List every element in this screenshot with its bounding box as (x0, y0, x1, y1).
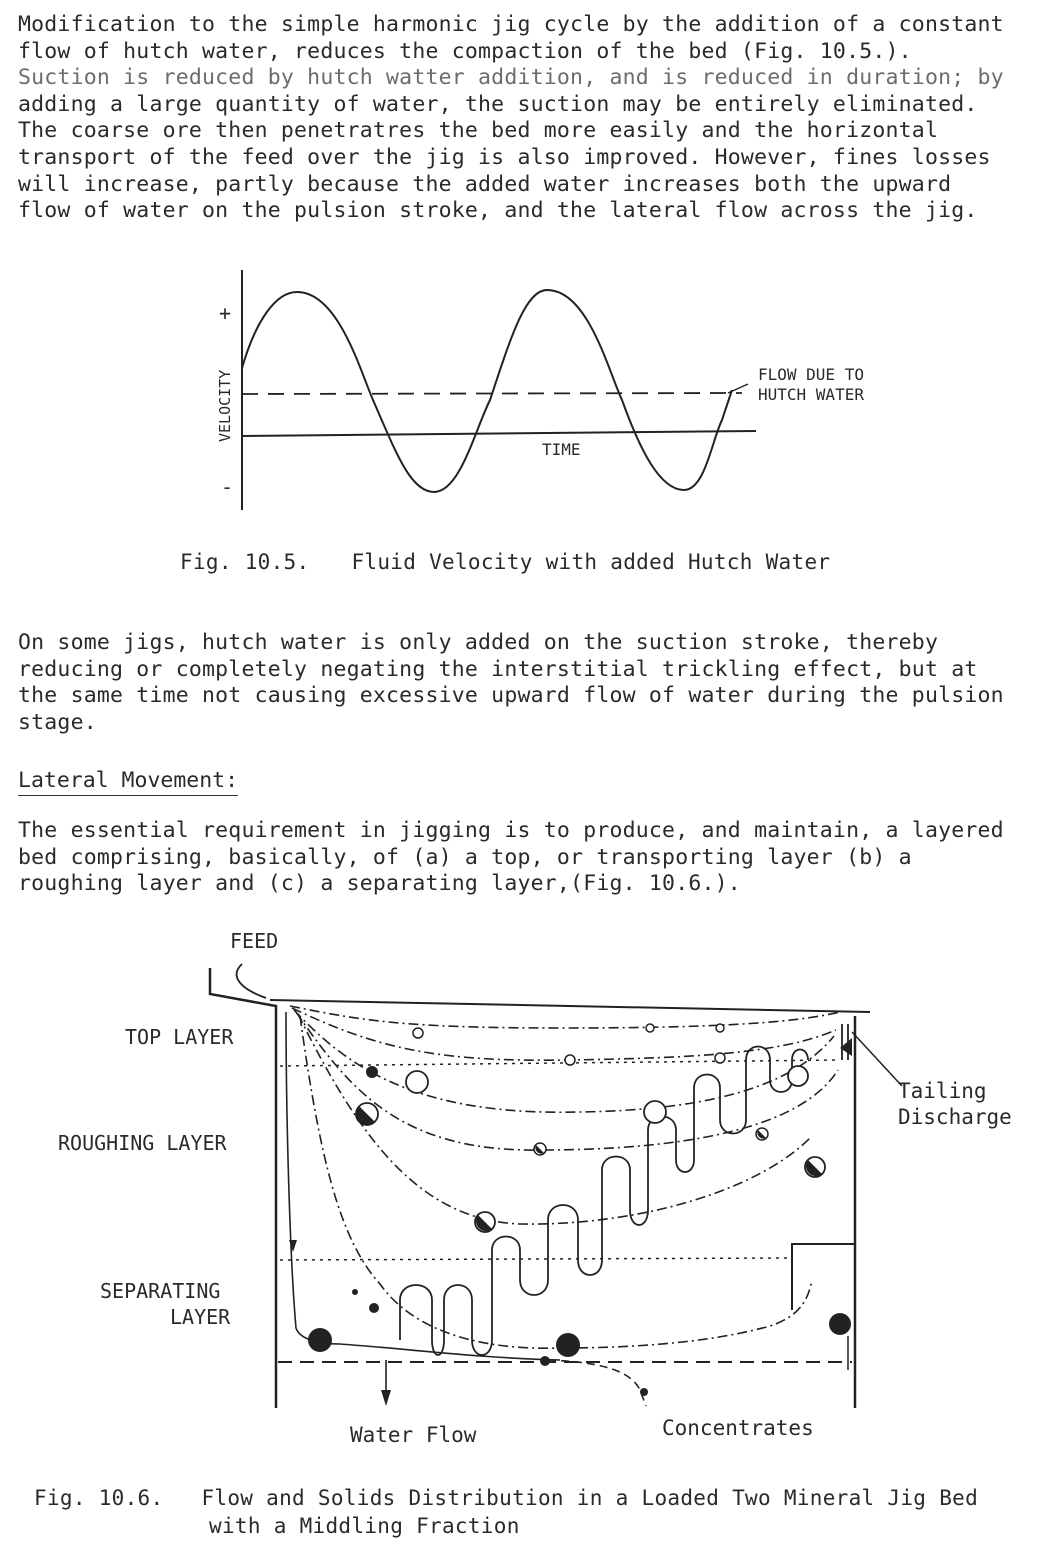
velocity-axis-label: VELOCITY (216, 369, 234, 442)
velocity-wave (242, 290, 732, 492)
heavy-particle (352, 1289, 358, 1295)
heavy-particle (829, 1313, 851, 1335)
heavy-particle (366, 1066, 378, 1078)
text-line: reducing or completely negating the interstitial trickling effect, but at (18, 656, 978, 682)
light-particle (716, 1024, 724, 1032)
time-axis-label: TIME (542, 440, 581, 459)
trajectory-concentrate (548, 1360, 646, 1406)
text-line: will increase, partly because the added water increases both the upward (18, 171, 952, 197)
text-line: stage. (18, 709, 97, 735)
caption-number: Fig. 10.6. (34, 1486, 164, 1510)
separating-layer-boundary (280, 1258, 790, 1260)
trajectory-sep-1 (300, 1016, 812, 1348)
tailing-leader (852, 1032, 902, 1086)
paragraph-layered-bed (18, 818, 1030, 898)
figure-10-6-caption (34, 1484, 978, 1540)
tailing-weir (842, 1024, 848, 1060)
water-surface (270, 1000, 870, 1012)
flow-label-line1: FLOW DUE TO (758, 365, 864, 384)
text-line: the same time not causing excessive upward flow of water during the pulsion (18, 683, 1004, 709)
text-line: transport of the feed over the jig is also improved. However, fines losses (18, 144, 991, 170)
feed-label: FEED (230, 929, 279, 953)
trajectory-water-left (286, 1012, 560, 1360)
text-line: adding a large quantity of water, the suction may be entirely eliminated. (18, 91, 978, 117)
light-particle (715, 1053, 725, 1063)
time-axis (242, 431, 756, 436)
middling-particle (475, 1212, 495, 1232)
water-flow-label: Water Flow (350, 1423, 477, 1447)
light-particle (646, 1024, 654, 1032)
text-line: bed comprising, basically, of (a) a top, or transporting layer (b) a (18, 844, 912, 870)
plus-label: + (219, 301, 232, 325)
light-particle (788, 1066, 808, 1086)
minus-label: - (221, 475, 234, 499)
heavy-particle (640, 1388, 648, 1396)
top-layer-label: TOP LAYER (125, 1025, 234, 1049)
text-line: Modification to the simple harmonic jig cycle by the addition of a constant (18, 12, 1004, 37)
light-particle (644, 1101, 666, 1123)
concentrate-box (792, 1244, 855, 1310)
text-line: flow of hutch water, reduces the compaction of the bed (Fig. 10.5.). (18, 38, 912, 64)
feed-stream (237, 964, 266, 998)
text-line: The coarse ore then penetratres the bed more easily and the horizontal (18, 118, 939, 144)
text-line: roughing layer and (c) a separating layer,(Fig. 10.6.). (18, 871, 741, 897)
text-line: flow of water on the pulsion stroke, and the lateral flow across the jig. (18, 198, 978, 224)
light-particle (406, 1071, 428, 1093)
text-line: On some jigs, hutch water is only added on the suction stroke, thereby (18, 630, 939, 655)
light-particle (565, 1055, 575, 1065)
serpentine-water-flow (400, 1047, 808, 1356)
middling-particle (805, 1157, 825, 1177)
separating-layer-label-line1: SEPARATING (100, 1279, 221, 1303)
roughing-layer-label: ROUGHING LAYER (58, 1131, 227, 1155)
text-line: The essential requirement in jigging is to produce, and maintain, a layered (18, 818, 1004, 843)
middling-particle (756, 1128, 768, 1140)
paragraph-suction-stroke (18, 630, 1030, 736)
heavy-particle (556, 1333, 580, 1357)
caption-number: Fig. 10.5. (180, 550, 310, 574)
figure-fluid-velocity (0, 260, 1045, 560)
caption-line-2 (34, 1512, 978, 1540)
caption-text: Fluid Velocity with added Hutch Water (351, 550, 831, 574)
water-flow-arrow (381, 1390, 391, 1406)
figure-jig-bed (0, 920, 1045, 1460)
middling-particle (356, 1103, 378, 1125)
trajectory-upper (292, 1008, 836, 1060)
caption-text: with a Middling Fraction (209, 1514, 520, 1538)
light-particle (413, 1028, 423, 1038)
top-layer-boundary (280, 1060, 840, 1066)
text-line: Suction is reduced by hutch watter addition, and is reduced in duration; by (18, 65, 1004, 91)
heavy-particle (369, 1303, 379, 1313)
middling-particle (534, 1143, 546, 1155)
paragraph-hutch-water-modification (18, 12, 1030, 225)
concentrates-label: Concentrates (662, 1416, 814, 1440)
separating-layer-label-line2: LAYER (170, 1305, 231, 1329)
caption-line-1 (34, 1484, 978, 1512)
tailing-discharge-line1: Tailing (898, 1079, 987, 1103)
heavy-particle (540, 1356, 550, 1366)
figure-10-5-caption (180, 548, 830, 576)
section-heading-lateral-movement: Lateral Movement: (18, 768, 238, 796)
tailing-discharge-line2: Discharge (898, 1105, 1012, 1129)
trajectory-rough-2 (296, 1012, 838, 1150)
flow-label-line2: HUTCH WATER (758, 385, 864, 404)
heavy-particle (308, 1328, 332, 1352)
caption-text: Flow and Solids Distribution in a Loaded Two Mineral Jig Bed (201, 1486, 979, 1510)
